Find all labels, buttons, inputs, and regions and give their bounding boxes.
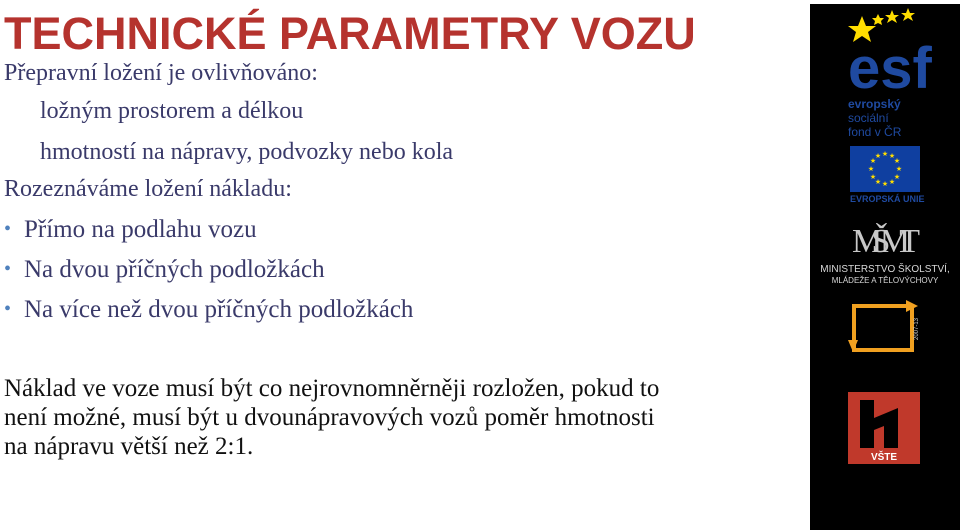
msmt-caption-line: MINISTERSTVO ŠKOLSTVÍ, (820, 264, 950, 275)
bullet-dot-icon: • (4, 298, 12, 320)
paragraph-line: na nápravu větší než 2:1. (4, 433, 254, 460)
svg-text:★: ★ (867, 165, 875, 173)
bullet-dot-icon: • (4, 218, 12, 240)
slide-title: TECHNICKÉ PARAMETRY VOZU (4, 8, 696, 59)
bullet-text: Přímo na podlahu vozu (24, 216, 257, 243)
svg-text:MŠMT: MŠMT (852, 223, 920, 260)
esf-caption-line: evropský (848, 97, 901, 111)
svg-text:★: ★ (874, 152, 882, 160)
intro-line: Přepravní ložení je ovlivňováno: (4, 60, 318, 86)
esf-mark-icon (848, 6, 948, 92)
section-line: Rozeznáváme ložení nákladu: (4, 176, 292, 202)
esf-caption-line: fond v ČR (848, 125, 902, 139)
bullet-text: Na dvou příčných podložkách (24, 256, 325, 283)
paragraph-line: není možné, musí být u dvounápravových vozů poměr hmotnosti (4, 404, 655, 431)
svg-text:★: ★ (881, 180, 889, 188)
svg-text:★: ★ (893, 157, 901, 165)
msmt-caption (812, 264, 958, 286)
svg-text:★: ★ (888, 178, 896, 186)
paragraph-line: Náklad ve voze musí být co nejrovnomněrněji rozložen, pokud to (4, 375, 660, 402)
svg-text:★: ★ (881, 150, 889, 158)
svg-text:★: ★ (869, 173, 877, 181)
svg-text:★: ★ (895, 165, 903, 173)
eu-flag-icon (850, 146, 920, 192)
bullet-item (4, 296, 413, 324)
op-vk-logo (848, 300, 928, 360)
svg-text:★: ★ (893, 173, 901, 181)
paragraph (4, 374, 804, 461)
esf-logo (848, 6, 948, 142)
bullet-dot-icon: • (4, 258, 12, 280)
vste-logo (848, 392, 920, 464)
logo-sidebar (810, 4, 960, 530)
svg-text:★: ★ (869, 157, 877, 165)
svg-text:★: ★ (874, 178, 882, 186)
bullet-item (4, 256, 325, 284)
esf-caption-line: sociální (848, 111, 889, 125)
bullet-item (4, 216, 257, 244)
msmt-caption-line: MLÁDEŽE A TĚLOVÝCHOVY (831, 276, 939, 285)
bullet-text: Na více než dvou příčných podložkách (24, 296, 414, 323)
svg-text:esf: esf (848, 36, 932, 92)
svg-text:★: ★ (888, 152, 896, 160)
sub-line-2: hmotností na nápravy, podvozky nebo kola (40, 139, 454, 165)
msmt-logo (850, 212, 922, 260)
sub-line-1: ložným prostorem a délkou (40, 98, 304, 124)
svg-text:2007-13: 2007-13 (914, 317, 920, 340)
eu-caption: EVROPSKÁ UNIE (850, 194, 925, 204)
svg-text:VŠTE: VŠTE (870, 452, 898, 463)
esf-caption (848, 97, 948, 139)
